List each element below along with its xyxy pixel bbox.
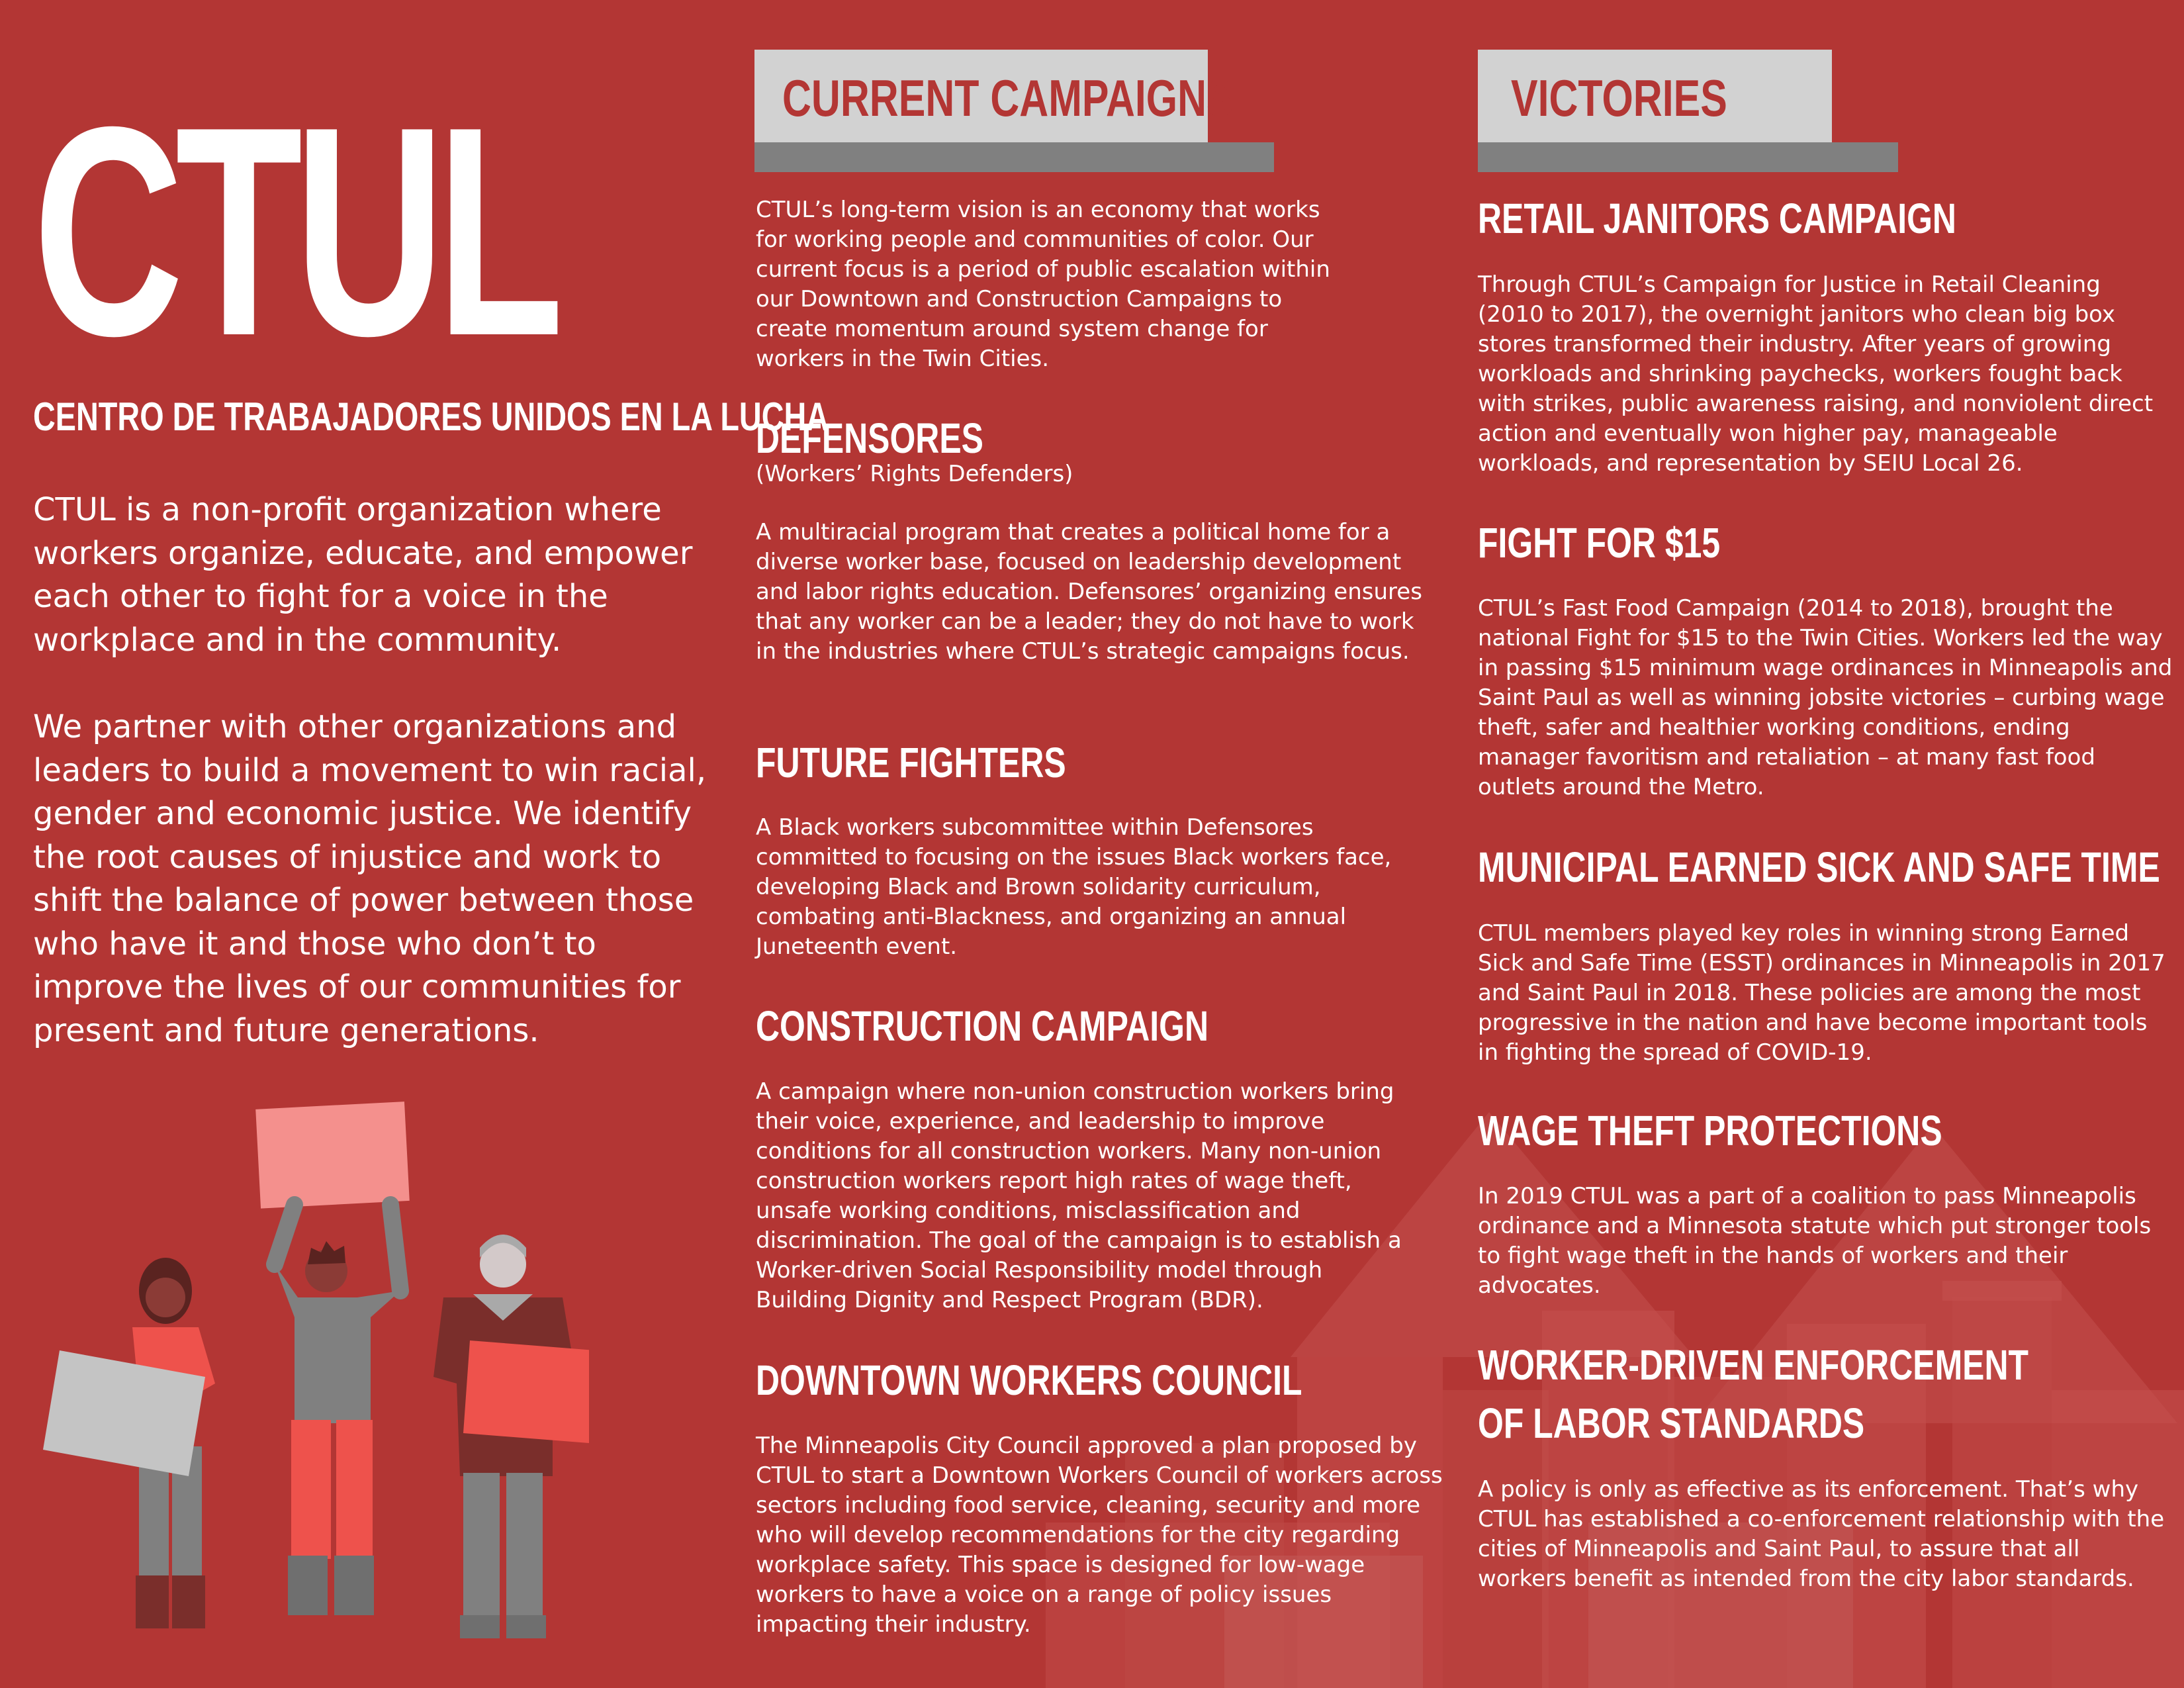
future-fighters-heading: FUTURE FIGHTERS — [756, 739, 1066, 786]
intro-paragraph-2: We partner with other organizations and leaders to build a movement to win racial, gender and economic justice. We identify the root causes of injustice and work to shift the balance of power between those who have it and those who don’t to improve the lives of our communities for present and future generations. — [33, 708, 707, 1049]
downtown-council-heading: DOWNTOWN WORKERS COUNCIL — [756, 1356, 1302, 1404]
org-full-name: CENTRO DE TRABAJADORES UNIDOS EN LA LUCHA — [33, 395, 829, 439]
construction-campaign-heading: CONSTRUCTION CAMPAIGN — [756, 1002, 1209, 1050]
defensores-body: A multiracial program that creates a political home for a diverse worker base, focused on leadership development and labor rights education. Defensores’ organizing ensures that any worker can be a leader; they do not have to work in the industries where CTUL’s strategic campaigns focus. — [756, 519, 1422, 665]
sick-safe-time-heading: MUNICIPAL EARNED SICK AND SAFE TIME — [1478, 843, 2160, 891]
victories-heading: VICTORIES — [1511, 69, 1727, 127]
wage-theft-heading: WAGE THEFT PROTECTIONS — [1478, 1107, 1942, 1154]
retail-janitors-body: Through CTUL’s Campaign for Justice in Retail Cleaning (2010 to 2017), the overnight janitors who clean big box stores transformed their industry. After years of growing workloads and shrinking paychecks, workers fought back with strikes, public awareness raising, and nonviolent direct action and eventually won higher pay, manageable workloads, and representation by SEIU Local 26. — [1478, 271, 2154, 477]
ctul-logo-title: CTUL — [33, 66, 556, 398]
campaigns-intro: CTUL’s long-term vision is an economy that works for working people and communities of color. Our current focus is a period of public escalation within our Downtown and Construction Campaigns to create momentum around system change for workers in the Twin Cities. — [756, 197, 1330, 372]
intro-paragraph-1: CTUL is a non-profit organization where workers organize, educate, and empower each other to fight for a voice in the workplace and in the community. — [33, 491, 693, 659]
enforcement-heading-line-1: WORKER-DRIVEN ENFORCEMENT — [1478, 1341, 2028, 1389]
protester-middle — [275, 1205, 400, 1615]
fight-for-15-body: CTUL’s Fast Food Campaign (2014 to 2018), brought the national Fight for $15 to the Twin Cities. Workers led the way in passing $15 minimum wage ordinances in Minneapolis and Saint Paul as well as winning jobsite victories – curbing wage theft, safer and healthier working conditions, ending manager favoritism and retaliation – at many fast food outlets around the Metro. — [1478, 595, 2173, 800]
defensores-subtitle: (Workers’ Rights Defenders) — [756, 461, 1073, 487]
construction-campaign-body: A campaign where non-union construction workers bring their voice, experience, and leadership to improve conditions for all construction workers. Many non-union construction workers report high rates of wage theft, unsafe working conditions, misclassification and discrimination. The goal of the campaign is to establish a Worker-driven Social Responsibility model through Building Dignity and Respect Program (BDR). — [756, 1078, 1402, 1313]
enforcement-body: A policy is only as effective as its enforcement. That’s why CTUL has established a co-enforcement relationship with the cities of Minneapolis and Saint Paul, to assure that all workers benefit as intended from the city labor standards. — [1478, 1476, 2165, 1592]
defensores-heading: DEFENSORES — [756, 414, 983, 462]
protester-right — [433, 1235, 589, 1638]
pink-sign — [255, 1102, 410, 1209]
future-fighters-body: A Black workers subcommittee within Defensores committed to focusing on the issues Black workers face, developing Black and Brown solidarity curriculum, combating anti-Blackness, and organizing an annual Juneteenth event. — [756, 814, 1392, 960]
downtown-council-body: The Minneapolis City Council approved a plan proposed by CTUL to start a Downtown Workers Council of workers across sectors including food service, cleaning, security and more who will develop recommendations for the city regarding workplace safety. This space is designed for low-wage workers to have a voice on a range of policy issues impacting their industry. — [756, 1432, 1443, 1638]
retail-janitors-heading: RETAIL JANITORS CAMPAIGN — [1478, 195, 1956, 242]
wage-theft-body: In 2019 CTUL was a part of a coalition to pass Minneapolis ordinance and a Minnesota statute which put stronger tools to fight wage theft in the hands of workers and their advocates. — [1478, 1183, 2152, 1299]
enforcement-heading-line-2: OF LABOR STANDARDS — [1478, 1399, 1865, 1447]
protester-left — [43, 1258, 215, 1628]
red-sign — [463, 1340, 589, 1443]
current-campaigns-heading: CURRENT CAMPAIGNS — [782, 69, 1234, 127]
sick-safe-time-body: CTUL members played key roles in winning strong Earned Sick and Safe Time (ESST) ordinances in Minneapolis in 2017 and Saint Paul in 2018. These policies are among the most progressive in the nation and have become important tools in fighting the spread of COVID-19. — [1478, 920, 2165, 1066]
protesters-illustration — [40, 1099, 589, 1642]
fight-for-15-heading: FIGHT FOR $15 — [1478, 519, 1721, 567]
